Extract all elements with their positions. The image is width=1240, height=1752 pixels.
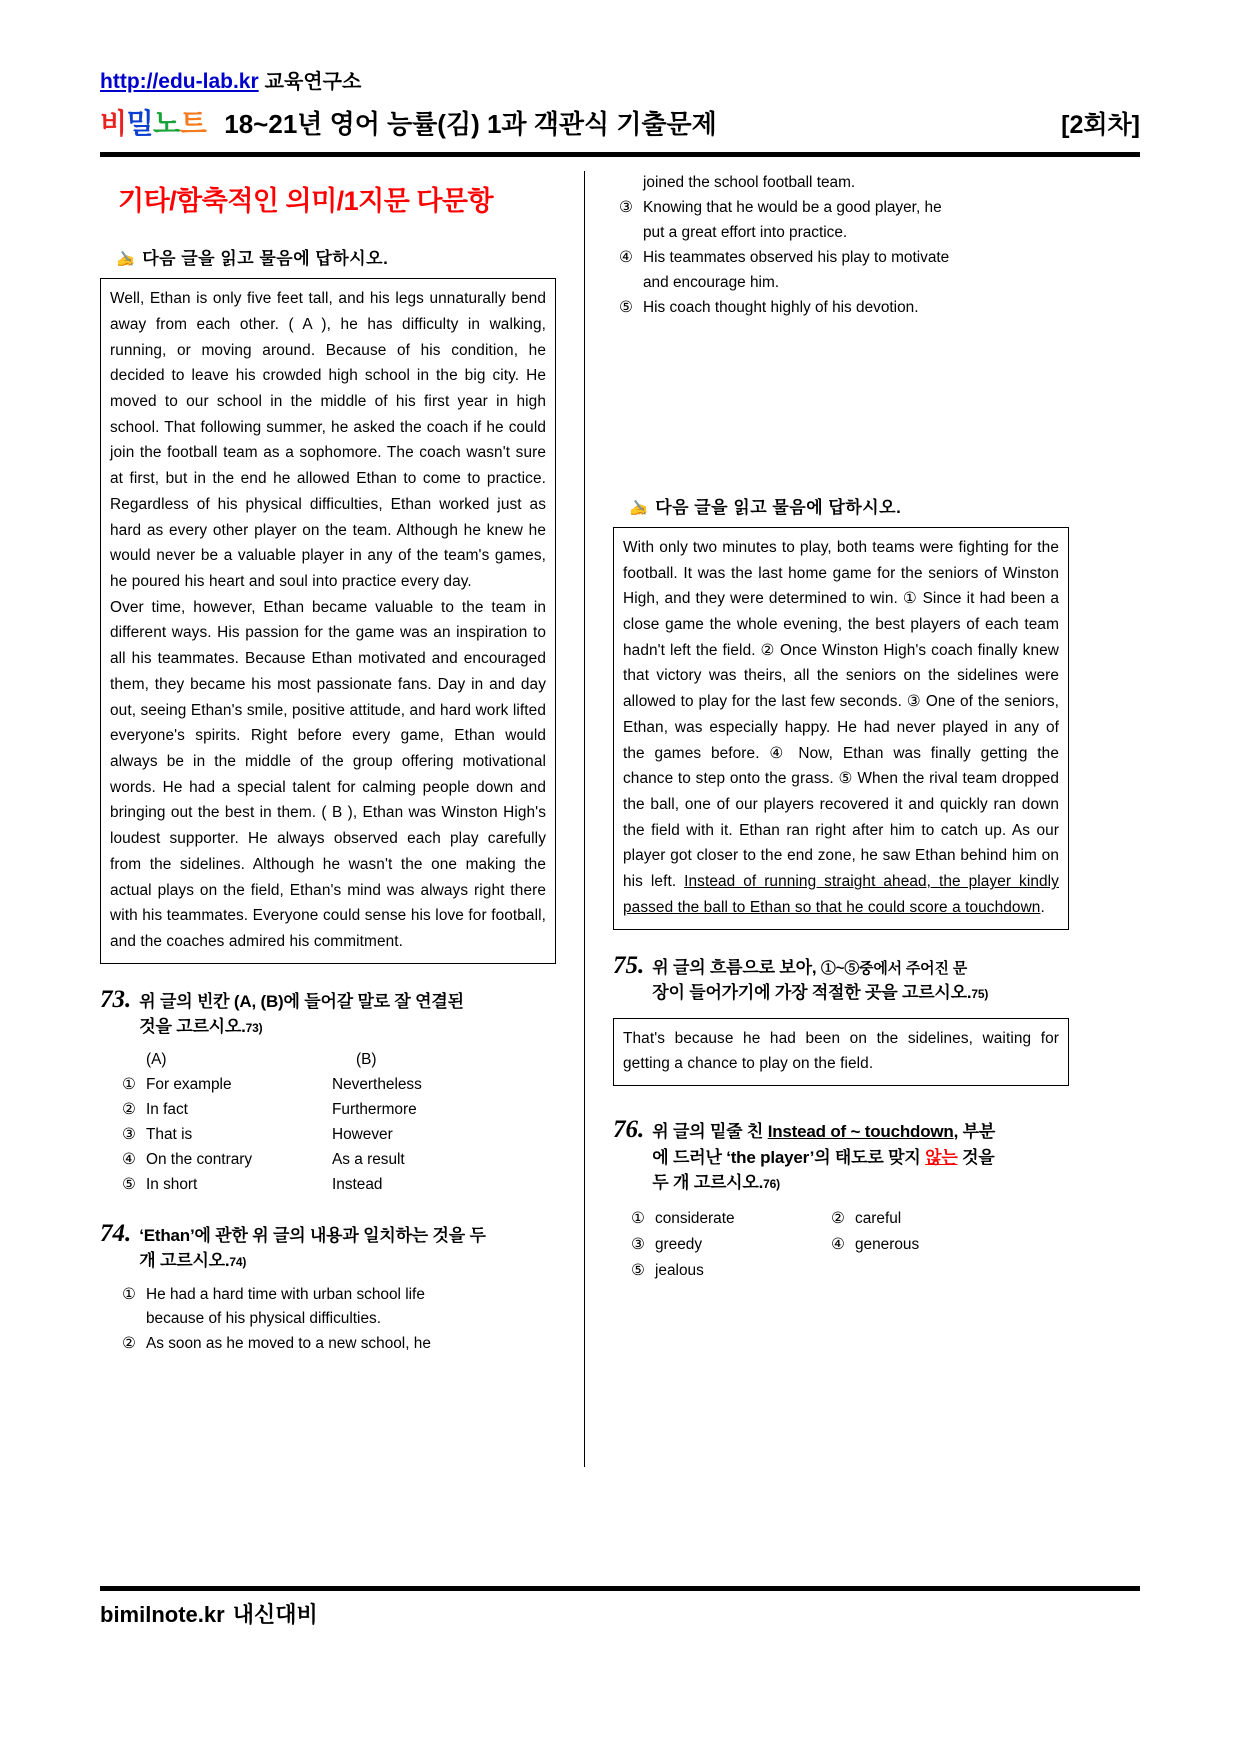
choice-row[interactable] <box>122 1173 556 1198</box>
choice-text: He had a hard time with urban school life <box>146 1285 425 1303</box>
question-74 <box>100 1220 556 1358</box>
question-76-negation: 않는 <box>925 1147 958 1167</box>
question-73-head <box>100 986 556 1040</box>
question-73-line1: 위 글의 빈칸 (A, (B)에 들어갈 말로 잘 연결된 <box>139 991 464 1011</box>
choice-text-continued: because of his physical difficulties. <box>146 1310 381 1328</box>
choice-a-text: That is <box>146 1125 193 1143</box>
question-76-quoted: ‘the player’ <box>726 1147 815 1167</box>
question-76-line1-a: 위 글의 밑줄 친 <box>652 1122 768 1142</box>
choice-text: jealous <box>655 1261 704 1279</box>
choice-text: Knowing that he would be a good player, he <box>643 199 942 217</box>
question-75-text <box>652 952 988 1006</box>
choice-a-text: On the contrary <box>146 1150 253 1168</box>
question-76-line2-a: 에 드러난 <box>652 1147 727 1167</box>
question-75 <box>613 952 1069 1086</box>
list-item[interactable] <box>831 1232 1031 1258</box>
footer-site-label: bimilnote.kr <box>100 1602 225 1627</box>
choice-text-continued: put a great effort into practice. <box>643 224 848 241</box>
choice-row <box>631 1232 1069 1258</box>
choice-marker: ② <box>122 1100 136 1118</box>
choice-row <box>631 1258 1069 1284</box>
choice-marker: ⑤ <box>122 1175 136 1193</box>
choice-row[interactable] <box>122 1123 556 1148</box>
passage2-underlined-text: Instead of running straight ahead, the player kindly passed the ball to Ethan so that he could score a touchdown <box>623 873 1059 916</box>
choice-a-cell <box>122 1073 332 1098</box>
question-73-text <box>139 986 464 1040</box>
choice-a-cell <box>122 1123 332 1148</box>
passage-box-1 <box>100 278 556 964</box>
choice-marker: ③ <box>619 199 633 217</box>
question-74-choices <box>122 1283 556 1358</box>
choice-b-text: Furthermore <box>332 1100 417 1118</box>
list-item[interactable] <box>619 296 1069 321</box>
question-75-number: 75. <box>613 951 645 979</box>
list-item[interactable] <box>631 1206 831 1232</box>
question-74-quoted: ‘Ethan’ <box>139 1225 195 1245</box>
document-title: 18~21년 영어 능률(김) 1과 객관식 기출문제 <box>224 109 717 140</box>
question-73 <box>100 986 556 1198</box>
round-label: [2회차] <box>1061 111 1140 140</box>
choice-marker: ③ <box>631 1235 645 1253</box>
list-item[interactable] <box>619 196 1069 221</box>
question-73-choice-table <box>122 1048 556 1198</box>
right-column <box>589 171 1069 1467</box>
site-url-link[interactable]: http://edu-lab.kr <box>100 70 259 93</box>
page-header <box>0 0 1240 142</box>
question-74-sup: 74) <box>229 1255 247 1269</box>
choice-text: His coach thought highly of his devotion. <box>643 298 919 316</box>
choice-a-text: In fact <box>146 1100 188 1118</box>
question-74-text <box>139 1220 486 1274</box>
question-74-line2: 개 고르시오. <box>139 1251 230 1270</box>
choice-a-text: In short <box>146 1175 198 1193</box>
directive-second <box>629 493 1069 518</box>
question-76 <box>613 1116 1069 1284</box>
section-title: 기타/함축적인 의미/1지문 다문항 <box>118 186 494 217</box>
question-74-choices-continued <box>619 171 1069 321</box>
question-74-number: 74. <box>100 1219 132 1247</box>
list-item[interactable] <box>122 1332 556 1357</box>
question-75-given-sentence-box <box>613 1018 1069 1086</box>
choice-marker: ④ <box>122 1150 136 1168</box>
choice-text-continued: joined the school football team. <box>643 174 856 192</box>
choice-marker: ① <box>631 1209 645 1227</box>
site-line <box>100 70 1140 93</box>
question-76-head <box>613 1116 1069 1196</box>
choice-text: As soon as he moved to a new school, he <box>146 1335 431 1353</box>
choice-row[interactable] <box>122 1148 556 1173</box>
choice-b-text: As a result <box>332 1150 405 1168</box>
choice-marker: ⑤ <box>619 298 633 316</box>
page-footer <box>100 1598 318 1629</box>
choice-marker: ④ <box>619 248 633 266</box>
question-76-number: 76. <box>613 1116 645 1144</box>
question-76-sup: 76) <box>763 1177 780 1192</box>
question-74-line1: 에 관한 위 글의 내용과 일치하는 것을 두 <box>194 1225 486 1245</box>
question-75-sup: 75) <box>971 987 989 1002</box>
passage2-text-before: With only two minutes to play, both teams were fighting for the football. It was the last home game for the seniors of Winston High, and they were determined to win. ① Since it had been a close game the whole evening, the best players of each team hadn't left the field. ② Once Winston High's coach finally knew that victory was theirs, all the seniors on the sidelines were allowed to play for the last few seconds. ③ One of the seniors, Ethan, was especially happy. He had never played in any of the games before. ④ Now, Ethan was finally getting the chance to step onto the grass. ⑤ When the rival team dropped the ball, one of our players recovered it and quickly ran down the field with it. Ethan ran right after him to catch up. As our player got closer to the end zone, he saw Ethan behind him on his left. <box>623 538 1059 891</box>
choice-row <box>631 1206 1069 1232</box>
directive-first <box>116 244 556 269</box>
choice-text: careful <box>855 1209 902 1227</box>
choice-table-header <box>122 1048 556 1073</box>
choice-text-continued: and encourage him. <box>643 273 780 291</box>
footer-divider <box>100 1586 1140 1591</box>
choice-marker: ① <box>122 1075 136 1093</box>
question-76-line3: 두 개 고르시오. <box>652 1173 764 1193</box>
logo-char-3: 노 <box>153 108 180 140</box>
choice-a-cell <box>122 1173 332 1198</box>
question-75-line1-a: 위 글의 흐름으로 보아, <box>652 957 821 977</box>
choice-a-cell <box>122 1098 332 1123</box>
choice-b-text: Nevertheless <box>332 1075 422 1093</box>
passage-box-2 <box>613 527 1069 930</box>
question-76-text <box>652 1116 995 1196</box>
passage2-paragraph <box>623 535 1059 921</box>
logo-char-2: 밀 <box>126 108 154 140</box>
question-73-line2: 것을 고르시오. <box>139 1017 246 1037</box>
question-76-underlined-ref: Instead of ~ touchdown <box>767 1122 954 1142</box>
choice-marker: ① <box>122 1285 136 1303</box>
choice-col-header-b: (B) <box>356 1050 377 1068</box>
choice-col-header-a: (A) <box>146 1050 167 1068</box>
list-item[interactable] <box>619 246 1069 271</box>
question-75-head <box>613 952 1069 1006</box>
question-75-line1-b: ①~⑤중에서 주어진 문 <box>820 959 968 977</box>
choice-marker: ② <box>831 1209 845 1227</box>
logo-char-4: 트 <box>179 108 207 140</box>
choice-marker: ② <box>122 1335 136 1353</box>
question-75-given-sentence: That's because he had been on the sidelines, waiting for getting a chance to play on the field. <box>623 1029 1059 1073</box>
choice-marker: ④ <box>831 1235 845 1253</box>
question-75-line2: 장이 들어가기에 가장 적절한 곳을 고르시오. <box>652 983 972 1003</box>
choice-a-text: For example <box>146 1075 232 1093</box>
directive-second-text: 다음 글을 읽고 물음에 답하시오. <box>655 497 902 517</box>
question-76-line2-c: 것을 <box>957 1147 995 1167</box>
list-item[interactable] <box>631 1258 831 1284</box>
choice-text: considerate <box>655 1209 735 1227</box>
choice-row[interactable] <box>122 1098 556 1123</box>
choice-marker: ⑤ <box>631 1261 645 1279</box>
list-item[interactable] <box>631 1232 831 1258</box>
brand-logo <box>100 102 206 142</box>
left-column <box>100 171 580 1467</box>
footer-kor-label: 내신대비 <box>232 1602 318 1627</box>
choice-b-text: Instead <box>332 1175 383 1193</box>
question-73-number: 73. <box>100 985 132 1013</box>
question-76-choices <box>631 1206 1069 1285</box>
list-item[interactable] <box>831 1206 1031 1232</box>
choice-a-cell <box>122 1148 332 1173</box>
question-74-head <box>100 1220 556 1274</box>
directive-first-text: 다음 글을 읽고 물음에 답하시오. <box>142 249 389 269</box>
question-73-sup: 73) <box>245 1021 263 1036</box>
choice-b-text: However <box>332 1125 393 1143</box>
content-columns <box>100 157 1140 1467</box>
passage1-paragraph-2: Over time, however, Ethan became valuable to the team in different ways. His passion for the game was an inspiration to all his teammates. Because Ethan motivated and encouraged them, they became his most passionate fans. Day in and day out, seeing Ethan's smile, positive attitude, and hard work lifted everyone's spirits. Right before every game, Ethan would always be in the middle of the group offering motivational words. He had a special talent for calming people down and bringing out the best in them. ( B ), Ethan was Winston High's loudest supporter. He always observed each play carefully from the sidelines. Although he wasn't the one making the actual plays on the field, Ethan's mind was always right there with his teammates. Everyone could sense his love for football, and the coaches admired his commitment. <box>110 598 546 951</box>
choice-text: greedy <box>655 1235 703 1253</box>
site-org-label: 교육연구소 <box>264 71 362 93</box>
question-76-line1-b: , 부분 <box>953 1122 996 1142</box>
list-item[interactable] <box>122 1283 556 1308</box>
choice-marker: ③ <box>122 1125 136 1143</box>
choice-row[interactable] <box>122 1073 556 1098</box>
choice-text: generous <box>855 1235 920 1253</box>
question-76-line2-b: 의 태도로 맞지 <box>814 1147 926 1167</box>
passage2-text-after: . <box>1040 898 1045 916</box>
logo-char-1: 비 <box>100 108 127 140</box>
passage1-paragraph-1: Well, Ethan is only five feet tall, and his legs unnaturally bend away from each other. ( A ), he has difficulty in walking, running, or moving around. Because of his condition, he decided to leave his crowded high school in the big city. He moved to our school in the middle of his first year in high school. That following summer, he asked the coach if he could join the football team as a sophomore. The coach wasn't sure at first, but in the end he allowed Ethan to come to practice. Regardless of his physical difficulties, Ethan worked just as hard as every other player on the team. Although he knew he would never be a valuable player in any of the team's games, he poured his heart and soul into practice every day. <box>110 290 546 590</box>
pen-icon: ✍ <box>629 499 649 517</box>
title-row <box>100 102 1140 142</box>
pen-icon: ✍ <box>116 251 136 269</box>
choice-text: His teammates observed his play to motivate <box>643 248 950 266</box>
column-divider <box>584 171 585 1467</box>
